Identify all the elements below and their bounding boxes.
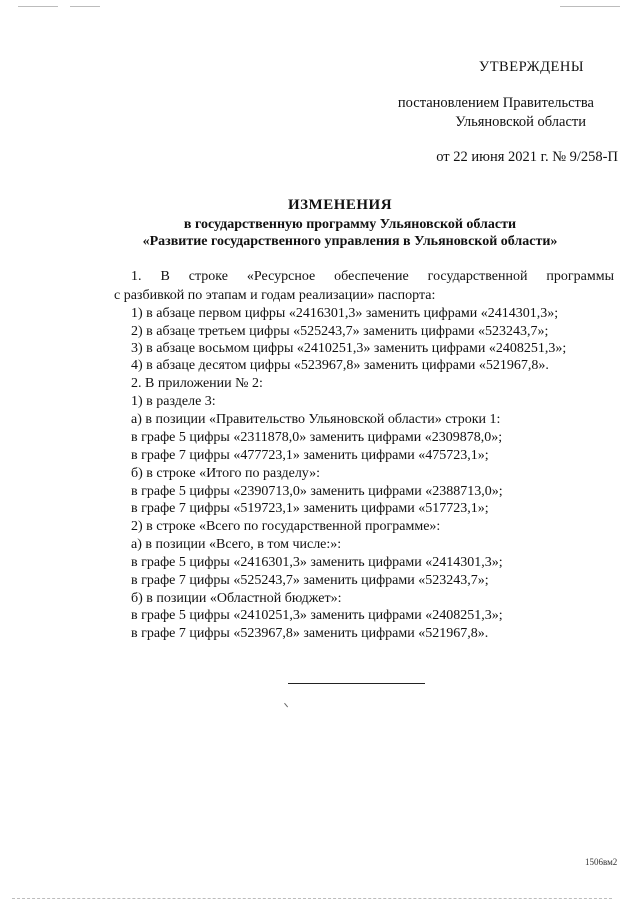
scan-edge-bottom bbox=[12, 898, 612, 899]
approval-line-3: от 22 июня 2021 г. № 9/258-П bbox=[436, 149, 618, 165]
body-line-10: в графе 5 цифры «2311878,0» заменить цифрами «2309878,0»; bbox=[131, 430, 503, 445]
body-line-14: в графе 7 цифры «519723,1» заменить цифрами «517723,1»; bbox=[131, 501, 489, 516]
approval-line-1: постановлением Правительства bbox=[397, 95, 594, 111]
closing-divider bbox=[288, 683, 425, 684]
body-line-18: в графе 7 цифры «525243,7» заменить цифрами «523243,7»; bbox=[131, 573, 489, 588]
body-line-2: с разбивкой по этапам и годам реализации» паспорта: bbox=[114, 288, 436, 303]
approval-title: УТВЕРЖДЕНЫ bbox=[478, 59, 584, 75]
body-line-7: 2. В приложении № 2: bbox=[131, 376, 263, 391]
body-line-6: 4) в абзаце десятом цифры «523967,8» заменить цифрами «521967,8». bbox=[131, 358, 549, 373]
body-line-20: в графе 5 цифры «2410251,3» заменить цифрами «2408251,3»; bbox=[131, 608, 503, 623]
body-line-12: б) в строке «Итого по разделу»: bbox=[131, 466, 321, 481]
footer-code: 1506вм2 bbox=[585, 857, 618, 867]
body-line-19: б) в позиции «Областной бюджет»: bbox=[131, 591, 342, 606]
body-line-5: 3) в абзаце восьмом цифры «2410251,3» заменить цифрами «2408251,3»; bbox=[131, 341, 567, 356]
body-line-17: в графе 5 цифры «2416301,3» заменить цифрами «2414301,3»; bbox=[131, 555, 503, 570]
stray-mark bbox=[284, 700, 292, 708]
scan-edge-top bbox=[560, 6, 620, 7]
approval-block bbox=[344, 58, 618, 168]
scan-edge-top bbox=[18, 6, 58, 7]
body-line-11: в графе 7 цифры «477723,1» заменить цифрами «475723,1»; bbox=[131, 448, 489, 463]
body-line-15: 2) в строке «Всего по государственной программе»: bbox=[131, 519, 441, 534]
body-line-1: 1. В строке «Ресурсное обеспечение государственной программы bbox=[131, 269, 614, 284]
approval-line-2: Ульяновской области bbox=[455, 114, 586, 130]
body-line-16: а) в позиции «Всего, в том числе:»: bbox=[131, 537, 342, 552]
body-line-21: в графе 7 цифры «523967,8» заменить цифрами «521967,8». bbox=[131, 626, 489, 641]
body-line-3: 1) в абзаце первом цифры «2416301,3» заменить цифрами «2414301,3»; bbox=[131, 306, 559, 321]
body-line-4: 2) в абзаце третьем цифры «525243,7» заменить цифрами «523243,7»; bbox=[131, 324, 549, 339]
heading-subtitle-2: «Развитие государственного управления в Ульяновской области» bbox=[142, 234, 558, 249]
body-line-8: 1) в разделе 3: bbox=[131, 394, 216, 409]
scan-edge-top bbox=[70, 6, 100, 7]
body-line-13: в графе 5 цифры «2390713,0» заменить цифрами «2388713,0»; bbox=[131, 484, 503, 499]
document-heading bbox=[0, 197, 640, 257]
heading-title: ИЗМЕНЕНИЯ bbox=[287, 197, 393, 213]
heading-subtitle-1: в государственную программу Ульяновской области bbox=[183, 217, 517, 232]
body-line-9: а) в позиции «Правительство Ульяновской области» строки 1: bbox=[131, 412, 501, 427]
